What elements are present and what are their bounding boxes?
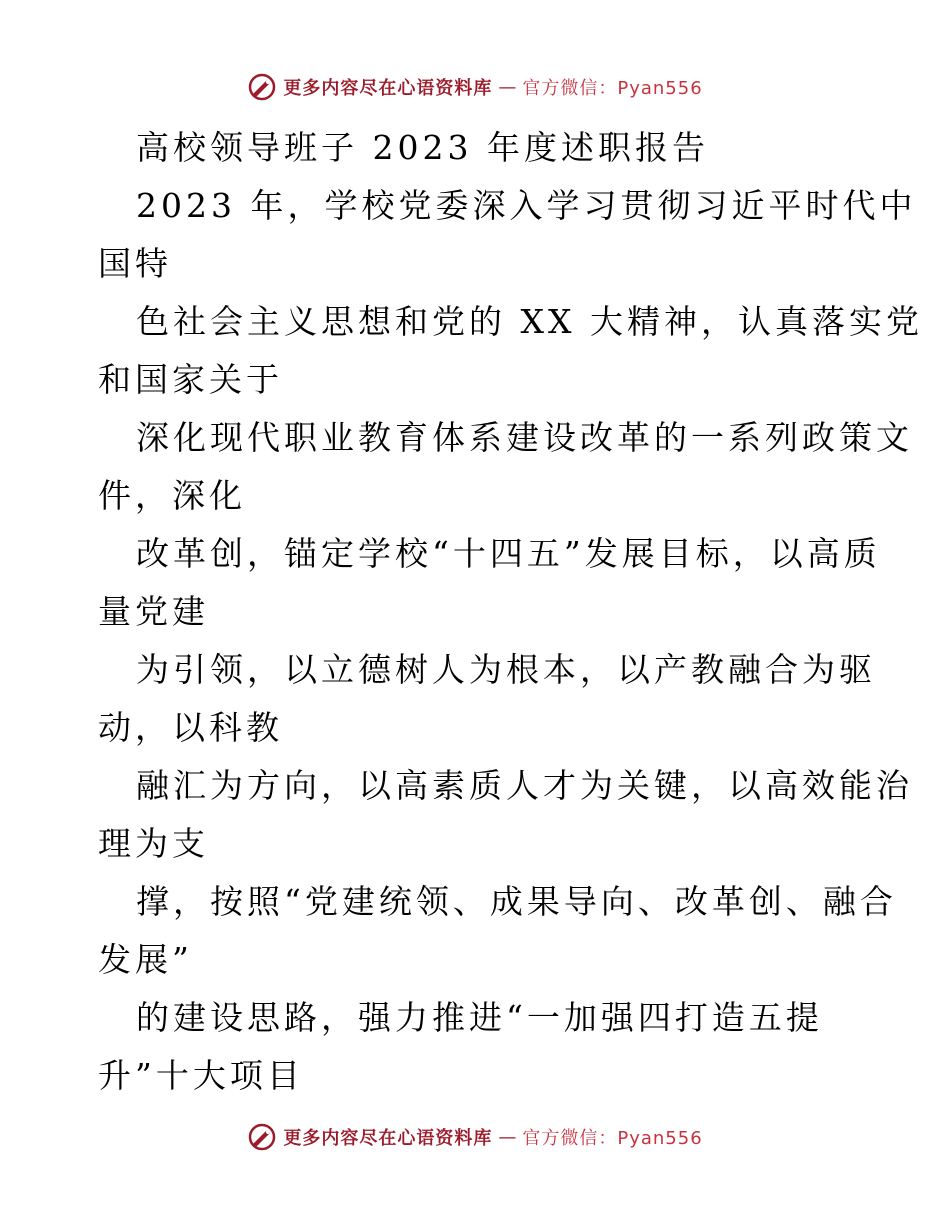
banner-separator: — <box>498 76 517 98</box>
paragraph-line: 为引领，以立德树人为根本，以产教融合为驱 <box>136 650 876 689</box>
wechat-contact: 官方微信：Pyan556 <box>522 1128 703 1149</box>
paragraph-line: 色社会主义思想和党的 XX 大精神，认真落实党 <box>136 302 923 341</box>
banner-separator: — <box>498 1126 517 1148</box>
paragraph-line: 改革创，锚定学校“十四五”发展目标，以高质 <box>136 534 881 573</box>
paragraph-line: 量党建 <box>98 592 209 631</box>
site-name: 更多内容尽在心语资料库 <box>283 1128 493 1149</box>
paragraph-line: 2023 年，学校党委深入学习贯彻习近平时代中 <box>136 186 917 225</box>
paragraph-line: 和国家关于 <box>98 360 283 399</box>
wechat-contact: 官方微信：Pyan556 <box>522 78 703 99</box>
paragraph-line: 的建设思路，强力推进“一加强四打造五提 <box>136 998 823 1037</box>
paragraph-line: 融汇为方向，以高素质人才为关键，以高效能治 <box>136 766 913 805</box>
document-title: 高校领导班子 2023 年度述职报告 <box>136 128 709 167</box>
pen-nib-logo-icon <box>247 1122 277 1152</box>
footer-banner <box>0 1122 950 1152</box>
paragraph-line: 件，深化 <box>98 476 246 515</box>
paragraph-line: 国特 <box>98 244 172 283</box>
paragraph-line: 发展” <box>98 940 193 979</box>
paragraph-line: 升”十大项目 <box>98 1056 304 1095</box>
paragraph-line: 理为支 <box>98 824 209 863</box>
site-name: 更多内容尽在心语资料库 <box>283 78 493 99</box>
paragraph-line: 深化现代职业教育体系建设改革的一系列政策文 <box>136 418 913 457</box>
paragraph-line: 动，以科教 <box>98 708 283 747</box>
paragraph-line: 撑，按照“党建统领、成果导向、改革创、融合 <box>136 882 897 921</box>
